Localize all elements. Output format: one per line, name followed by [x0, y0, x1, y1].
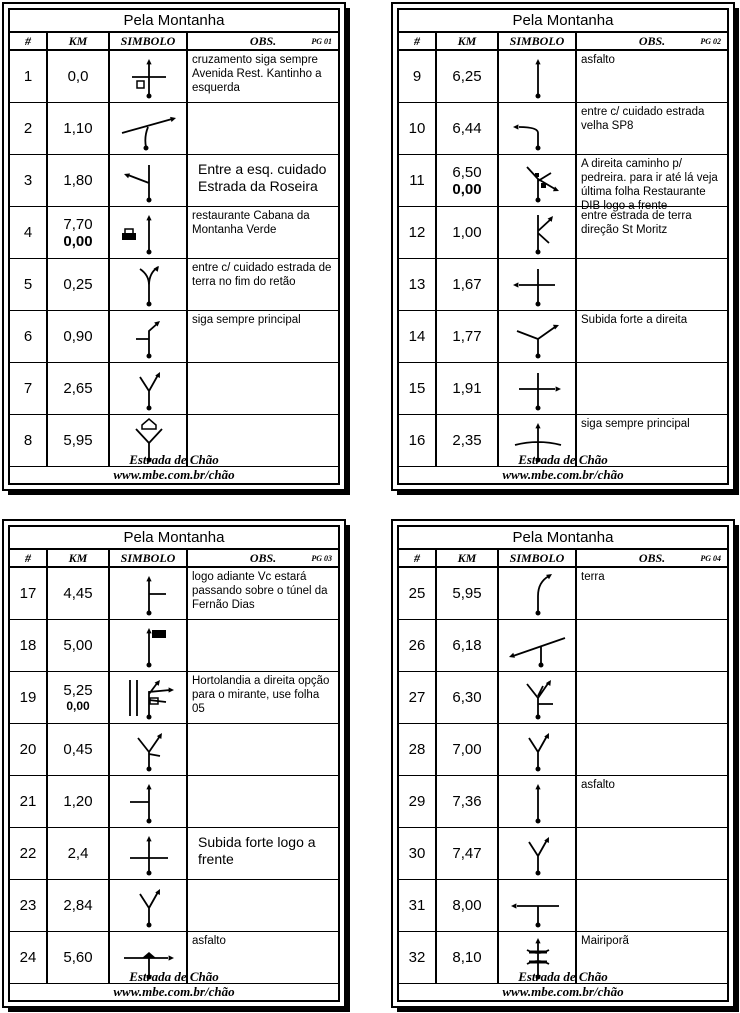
route-symbol [110, 880, 188, 931]
row-km [48, 155, 110, 206]
km-value: 1,10 [63, 120, 93, 137]
left-back-icon [110, 155, 188, 207]
cross-up-icon [110, 828, 188, 880]
row-km [437, 155, 499, 206]
cross-right-icon [499, 363, 577, 415]
footer-title: Estrada de Chão [518, 452, 608, 467]
table-row [10, 155, 338, 207]
table-header [399, 550, 727, 568]
row-km [48, 259, 110, 310]
table-row [10, 672, 338, 724]
table-row [399, 207, 727, 259]
route-symbol [110, 311, 188, 362]
header-km: KM [437, 33, 499, 49]
sheet-title: Pela Montanha [10, 527, 338, 550]
y-right-icon [110, 880, 188, 932]
row-km [437, 672, 499, 723]
km-value: 8,00 [452, 897, 482, 914]
km-value: 7,00 [452, 741, 482, 758]
row-number: 6 [10, 311, 48, 362]
header-km: KM [437, 550, 499, 566]
y-right-icon [110, 363, 188, 415]
row-obs [577, 672, 727, 723]
row-obs [577, 259, 727, 310]
row-km [437, 103, 499, 154]
page-number: PG 04 [700, 554, 721, 563]
diag-right-icon [110, 103, 188, 155]
route-symbol [499, 259, 577, 310]
table-body [10, 51, 338, 467]
header-num: # [399, 33, 437, 49]
row-km [437, 207, 499, 258]
km-value: 6,50 [452, 163, 482, 181]
table-header [10, 550, 338, 568]
row-number: 14 [399, 311, 437, 362]
row-number: 31 [399, 880, 437, 931]
route-symbol [110, 672, 188, 723]
row-number: 20 [10, 724, 48, 775]
route-symbol [499, 828, 577, 879]
km-reset: 0,00 [63, 232, 93, 250]
row-number: 1 [10, 51, 48, 102]
table-row [10, 776, 338, 828]
row-number: 11 [399, 155, 437, 206]
row-km [48, 620, 110, 671]
row-number: 24 [10, 932, 48, 983]
row-km [48, 568, 110, 619]
row-number: 9 [399, 51, 437, 102]
header-obs: OBS. PG 01 [249, 34, 332, 48]
row-number: 32 [399, 932, 437, 983]
footer-url: www.mbe.com.br/chão [113, 467, 235, 482]
route-symbol [499, 568, 577, 619]
route-symbol [499, 311, 577, 362]
row-obs [188, 776, 338, 827]
y-right-icon [499, 828, 577, 880]
km-value: 0,25 [63, 276, 93, 293]
km-value: 5,95 [452, 585, 482, 602]
row-obs [188, 103, 338, 154]
row-obs: logo adiante Vc estará passando sobre o túnel da Fernão Dias [192, 571, 328, 611]
right-multi-icon [499, 155, 577, 207]
row-km [48, 103, 110, 154]
table-row [10, 51, 338, 103]
table-row [399, 363, 727, 415]
route-symbol [110, 155, 188, 206]
row-number: 30 [399, 828, 437, 879]
sheet-footer [10, 451, 338, 483]
table-row [399, 155, 727, 212]
row-obs: restaurante Cabana da Montanha Verde [192, 210, 310, 236]
row-number: 19 [10, 672, 48, 723]
row-number: 3 [10, 155, 48, 206]
fork-right-up-icon [499, 207, 577, 259]
km-value: 1,00 [452, 224, 482, 241]
row-obs: Mairiporã [581, 935, 629, 947]
row-number: 27 [399, 672, 437, 723]
km-value: 7,36 [452, 793, 482, 810]
straight-bus-icon [110, 620, 188, 672]
row-number: 8 [10, 415, 48, 466]
row-obs: terra [581, 571, 605, 583]
row-km [48, 724, 110, 775]
curve-up-right-icon [499, 568, 577, 620]
table-body [399, 51, 727, 467]
roadbook-sheet [397, 8, 729, 485]
row-km [48, 207, 110, 258]
footer-title: Estrada de Chão [129, 452, 219, 467]
table-header [10, 33, 338, 51]
table-body [399, 568, 727, 984]
row-obs [577, 724, 727, 775]
table-row [399, 568, 727, 620]
route-symbol [110, 259, 188, 310]
row-km [48, 880, 110, 931]
page-2 [391, 2, 735, 491]
row-obs: siga sempre principal [192, 314, 301, 326]
row-km [437, 828, 499, 879]
page-1 [2, 2, 346, 491]
row-number: 15 [399, 363, 437, 414]
km-value: 2,35 [452, 432, 482, 449]
row-km [48, 311, 110, 362]
bend-right-icon [110, 311, 188, 363]
km-value: 5,00 [63, 637, 93, 654]
straight-sideleft-icon [110, 776, 188, 828]
row-number: 18 [10, 620, 48, 671]
complex-icon [110, 672, 188, 724]
km-value: 1,20 [63, 793, 93, 810]
row-obs [577, 880, 727, 931]
sheet-footer [10, 968, 338, 1000]
row-number: 12 [399, 207, 437, 258]
route-symbol [110, 776, 188, 827]
row-km [437, 51, 499, 102]
row-obs: siga sempre principal [581, 418, 690, 430]
row-obs: asfalto [581, 779, 615, 791]
row-number: 22 [10, 828, 48, 879]
route-symbol [499, 363, 577, 414]
route-symbol [499, 155, 577, 206]
row-km [48, 776, 110, 827]
row-km [437, 568, 499, 619]
table-row [10, 724, 338, 776]
table-row [10, 311, 338, 363]
row-obs: cruzamento siga sempre Avenida Rest. Kantinho a esquerda [192, 54, 322, 94]
row-obs: Subida forte logo a frente [198, 834, 316, 867]
header-obs: OBS. PG 02 [638, 34, 721, 48]
table-row [10, 363, 338, 415]
table-row [399, 51, 727, 103]
route-symbol [499, 776, 577, 827]
row-obs: entre c/ cuidado estrada de terra no fim do retão [192, 262, 332, 288]
route-symbol [110, 828, 188, 879]
route-symbol [110, 363, 188, 414]
header-symbol: SIMBOLO [499, 33, 577, 49]
row-km [437, 776, 499, 827]
straight-icon [499, 776, 577, 828]
fork-left-icon [110, 259, 188, 311]
cross-left-icon [499, 259, 577, 311]
route-symbol [110, 620, 188, 671]
sheet-footer [399, 451, 727, 483]
row-obs [577, 363, 727, 414]
row-km [437, 363, 499, 414]
page-4 [391, 519, 735, 1008]
row-number: 23 [10, 880, 48, 931]
table-body [10, 568, 338, 984]
route-symbol [499, 880, 577, 931]
row-obs: Hortolandia a direita opção para o mirante, use folha 05 [192, 675, 330, 715]
table-row [399, 724, 727, 776]
y-right-icon [499, 724, 577, 776]
table-row [10, 620, 338, 672]
row-number: 2 [10, 103, 48, 154]
table-row [10, 880, 338, 932]
header-km: KM [48, 550, 110, 566]
row-number: 28 [399, 724, 437, 775]
km-value: 8,10 [452, 949, 482, 966]
km-value: 5,60 [63, 949, 93, 966]
row-km [437, 620, 499, 671]
table-row [399, 311, 727, 363]
route-symbol [499, 672, 577, 723]
km-value: 2,4 [67, 845, 89, 862]
header-num: # [10, 550, 48, 566]
table-row [399, 620, 727, 672]
route-symbol [110, 568, 188, 619]
route-symbol [499, 724, 577, 775]
route-symbol [110, 724, 188, 775]
curve-left-icon [499, 103, 577, 155]
route-symbol [499, 620, 577, 671]
header-obs: OBS. PG 03 [249, 551, 332, 565]
y-multi-icon [499, 672, 577, 724]
page-number: PG 03 [311, 554, 332, 563]
row-number: 26 [399, 620, 437, 671]
km-value: 1,91 [452, 380, 482, 397]
footer-url: www.mbe.com.br/chão [502, 984, 624, 999]
table-row [10, 828, 338, 880]
km-value: 1,80 [63, 172, 93, 189]
row-km [437, 880, 499, 931]
row-number: 4 [10, 207, 48, 258]
page-3 [2, 519, 346, 1008]
roadbook-sheet [397, 525, 729, 1002]
row-obs [577, 828, 727, 879]
km-value: 5,95 [63, 432, 93, 449]
row-number: 17 [10, 568, 48, 619]
row-number: 7 [10, 363, 48, 414]
row-km [48, 828, 110, 879]
km-value: 1,67 [452, 276, 482, 293]
row-km [437, 259, 499, 310]
row-number: 13 [399, 259, 437, 310]
row-obs: entre estrada de terra direção St Moritz [581, 210, 692, 236]
km-value: 0,45 [63, 741, 93, 758]
table-row [10, 259, 338, 311]
row-km [437, 724, 499, 775]
footer-url: www.mbe.com.br/chão [502, 467, 624, 482]
straight-icon [499, 51, 577, 103]
header-num: # [10, 33, 48, 49]
roadbook-sheet [8, 525, 340, 1002]
route-symbol [499, 51, 577, 102]
row-km [48, 363, 110, 414]
row-obs: entre c/ cuidado estrada velha SP8 [581, 106, 705, 132]
km-reset: 0,00 [66, 699, 90, 713]
diag-left-icon [499, 620, 577, 672]
sheet-title: Pela Montanha [399, 10, 727, 33]
row-obs [188, 363, 338, 414]
route-symbol [110, 207, 188, 258]
footer-title: Estrada de Chão [518, 969, 608, 984]
y-right-wide-icon [499, 311, 577, 363]
row-number: 16 [399, 415, 437, 466]
km-value: 6,18 [452, 637, 482, 654]
km-value: 1,77 [452, 328, 482, 345]
header-num: # [399, 550, 437, 566]
table-row [399, 880, 727, 932]
row-obs: asfalto [192, 935, 226, 947]
header-obs: OBS. PG 04 [638, 551, 721, 565]
sheet-footer [399, 968, 727, 1000]
row-number: 21 [10, 776, 48, 827]
cross-square-icon [110, 51, 188, 103]
km-value: 2,65 [63, 380, 93, 397]
row-obs: Entre a esq. cuidado Estrada da Roseira [198, 161, 327, 194]
page-number: PG 02 [700, 37, 721, 46]
table-row [399, 103, 727, 155]
straight-sideright-icon [110, 568, 188, 620]
footer-url: www.mbe.com.br/chão [113, 984, 235, 999]
row-number: 5 [10, 259, 48, 310]
km-value: 0,0 [67, 68, 89, 85]
roadbook-sheet [8, 8, 340, 485]
table-row [399, 259, 727, 311]
row-obs [188, 880, 338, 931]
table-row [10, 568, 338, 620]
sheet-title: Pela Montanha [399, 527, 727, 550]
row-obs [577, 620, 727, 671]
header-symbol: SIMBOLO [110, 550, 188, 566]
km-value: 7,47 [452, 845, 482, 862]
table-row [399, 672, 727, 724]
straight-car-icon [110, 207, 188, 259]
row-km [48, 51, 110, 102]
table-row [399, 828, 727, 880]
km-value: 6,25 [452, 68, 482, 85]
km-value: 5,25 [63, 682, 93, 699]
row-number: 29 [399, 776, 437, 827]
row-km [48, 672, 110, 723]
row-number: 25 [399, 568, 437, 619]
route-symbol [499, 103, 577, 154]
row-obs: asfalto [581, 54, 615, 66]
row-number: 10 [399, 103, 437, 154]
route-symbol [110, 51, 188, 102]
page-number: PG 01 [311, 37, 332, 46]
header-km: KM [48, 33, 110, 49]
table-row [10, 103, 338, 155]
km-reset: 0,00 [452, 180, 482, 198]
km-value: 6,44 [452, 120, 482, 137]
t-left-icon [499, 880, 577, 932]
table-header [399, 33, 727, 51]
row-obs: A direita caminho p/ pedreira. para ir até lá veja última folha Restaurante DIB logo a frente [581, 158, 718, 212]
km-value: 2,84 [63, 897, 93, 914]
header-symbol: SIMBOLO [499, 550, 577, 566]
header-symbol: SIMBOLO [110, 33, 188, 49]
km-value: 0,90 [63, 328, 93, 345]
km-value: 7,70 [63, 215, 93, 233]
table-row [10, 207, 338, 259]
footer-title: Estrada de Chão [129, 969, 219, 984]
km-value: 4,45 [63, 585, 93, 602]
row-obs [188, 620, 338, 671]
y-right-tick-icon [110, 724, 188, 776]
row-obs: Subida forte a direita [581, 314, 688, 326]
row-km [437, 311, 499, 362]
route-symbol [110, 103, 188, 154]
sheet-title: Pela Montanha [10, 10, 338, 33]
row-obs [188, 724, 338, 775]
route-symbol [499, 207, 577, 258]
table-row [399, 776, 727, 828]
km-value: 6,30 [452, 689, 482, 706]
